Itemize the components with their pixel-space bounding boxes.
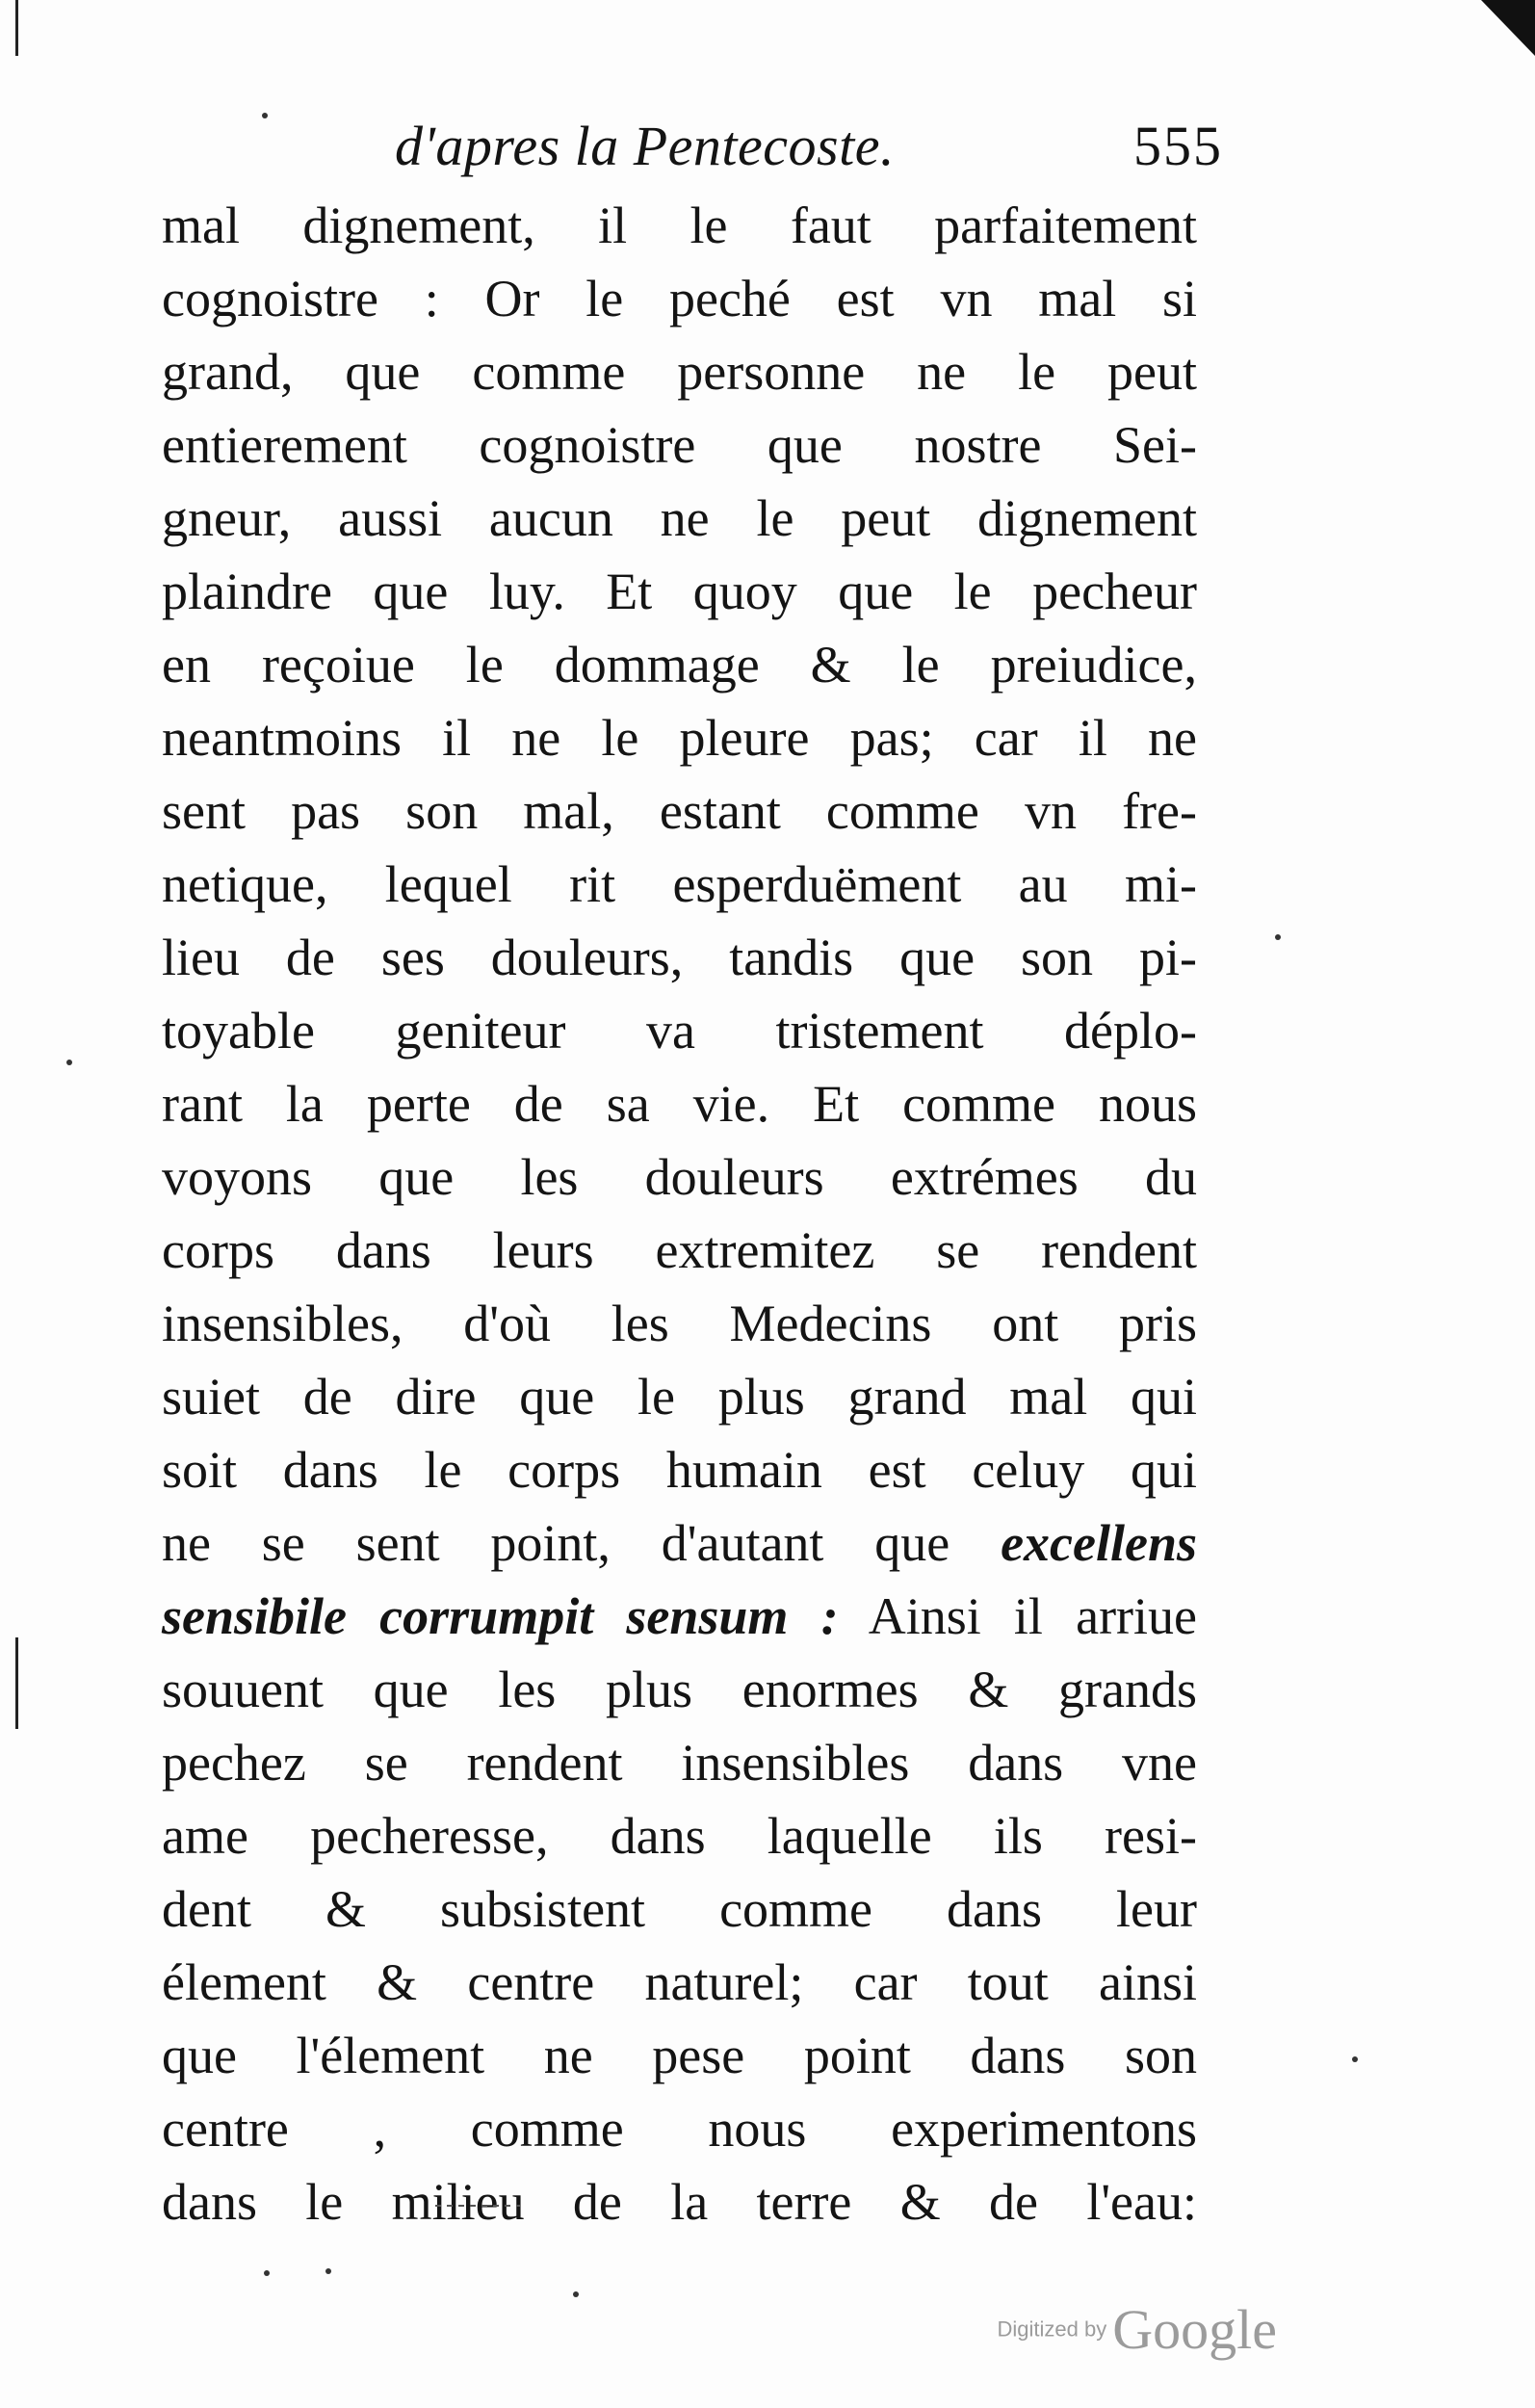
speck <box>66 1060 72 1065</box>
text-line-17: suiet de dire que le plus grand mal qui <box>162 1368 1197 1426</box>
running-head <box>395 114 1223 200</box>
text-line-13: rant la perte de sa vie. Et comme nous <box>162 1075 1197 1133</box>
digitized-by-watermark <box>998 2297 1277 2362</box>
text-line-10: netique, lequel rit esperduëment au mi- <box>162 855 1197 913</box>
text-line-12: toyable geniteur va tristement déplo- <box>162 1002 1197 1060</box>
text-line-1: mal dignement, il le faut parfaitement <box>162 196 1197 254</box>
running-title: d'apres la Pentecoste. <box>395 115 895 177</box>
text-line-4: entierement cognoistre que nostre Sei- <box>162 416 1197 474</box>
text-line-9: sent pas son mal, estant comme vn fre- <box>162 782 1197 840</box>
speck <box>264 2270 270 2276</box>
text-line-27: centre , comme nous experimentons <box>162 2100 1197 2158</box>
text-line-22: pechez se rendent insensibles dans vne <box>162 1734 1197 1792</box>
text-line-23: ame pecheresse, dans laquelle ils resi- <box>162 1807 1197 1865</box>
latin-quote-part-2: sensibile corrumpit sensum : <box>162 1587 839 1645</box>
text-line-14: voyons que les douleurs extrémes du <box>162 1148 1197 1206</box>
text-line-25: élement & centre naturel; car tout ainsi <box>162 1953 1197 2011</box>
text-line-5: gneur, aussi aucun ne le peut dignement <box>162 489 1197 547</box>
text-line-20 <box>162 1580 1197 1653</box>
text-line-3: grand, que comme personne ne le peut <box>162 343 1197 401</box>
text-line-28: dans le milieu de la terre & de l'eau: <box>162 2173 1197 2231</box>
text-line-11: lieu de ses douleurs, tandis que son pi- <box>162 929 1197 986</box>
corner-fold-mark <box>1481 0 1535 56</box>
text-line-20-roman: Ainsi il arriue <box>838 1587 1198 1645</box>
speck <box>573 2291 579 2297</box>
text-line-21: souuent que les plus enormes & grands <box>162 1661 1197 1718</box>
left-edge-line-mid <box>15 1637 18 1729</box>
speck <box>1352 2056 1358 2062</box>
text-line-6: plaindre que luy. Et quoy que le pecheur <box>162 563 1197 620</box>
text-line-16: insensibles, d'où les Medecins ont pris <box>162 1295 1197 1352</box>
text-line-7: en reçoiue le dommage & le preiudice, <box>162 636 1197 694</box>
text-line-24: dent & subsistent comme dans leur <box>162 1880 1197 1938</box>
watermark-prefix: Digitized by <box>997 2316 1107 2342</box>
text-line-8: neantmoins il ne le pleure pas; car il ne <box>162 709 1197 767</box>
speck <box>1275 934 1281 940</box>
speck <box>262 113 268 118</box>
text-line-15: corps dans leurs extremitez se rendent <box>162 1221 1197 1279</box>
text-line-18: soit dans le corps humain est celuy qui <box>162 1441 1197 1499</box>
text-line-2: cognoistre : Or le peché est vn mal si <box>162 270 1197 327</box>
speck <box>325 2268 331 2274</box>
body-text <box>162 189 1197 2238</box>
latin-quote-part-1: excellens <box>1001 1514 1197 1572</box>
left-edge-line-top <box>15 0 18 56</box>
text-line-19-roman: ne se sent point, d'autant que <box>162 1514 1002 1572</box>
page-number: 555 <box>1133 115 1223 177</box>
google-logo: Google <box>1112 2298 1277 2361</box>
text-line-19 <box>162 1506 1197 1580</box>
text-line-26: que l'élement ne pese point dans son <box>162 2027 1197 2084</box>
